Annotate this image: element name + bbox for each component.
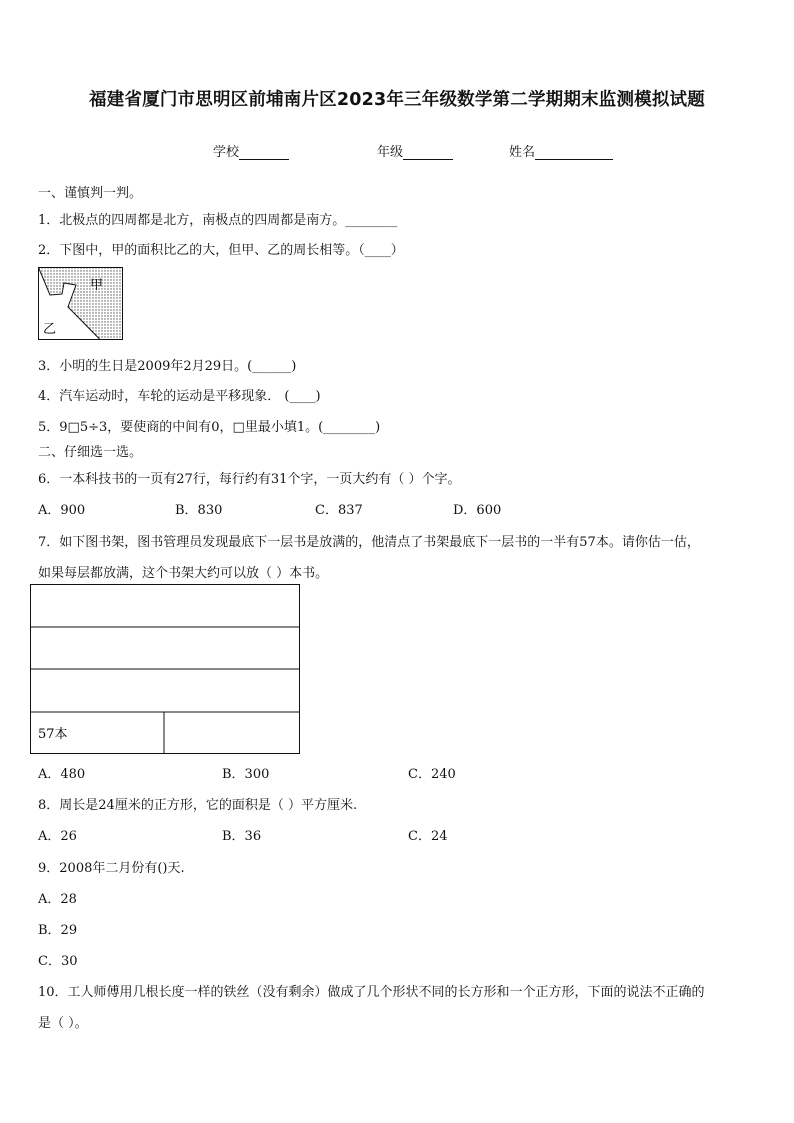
school-field xyxy=(213,141,289,160)
bottom-shelf-label: 57本 xyxy=(38,727,68,742)
question-7-line-2: 如果每层都放满，这个书架大约可以放（ ）本书。 xyxy=(38,566,329,581)
q8-option-c[interactable]: C．24 xyxy=(408,829,448,844)
q7-option-a[interactable]: A．480 xyxy=(38,767,86,782)
name-blank[interactable] xyxy=(535,145,613,160)
question-6: 6．一本科技书的一页有27行，每行约有31个字，一页大约有（ ）个字。 xyxy=(38,472,461,487)
school-blank[interactable] xyxy=(239,145,289,160)
grade-label: 年级 xyxy=(377,145,404,160)
page-title: 福建省厦门市思明区前埔南片区2023年三年级数学第二学期期末监测模拟试题 xyxy=(89,90,705,110)
school-label: 学校 xyxy=(213,145,240,160)
area-perimeter-figure xyxy=(38,267,124,341)
q7-option-b[interactable]: B．300 xyxy=(222,767,270,782)
q6-option-d[interactable]: D．600 xyxy=(453,503,502,518)
question-9: 9．2008年二月份有()天. xyxy=(38,861,185,876)
question-5: 5．9□5÷3，要使商的中间有0，□里最小填1。(________) xyxy=(38,420,381,435)
bookshelf-figure xyxy=(30,584,300,754)
question-3: 3．小明的生日是2009年2月29日。(______) xyxy=(38,359,297,374)
grade-blank[interactable] xyxy=(403,145,453,160)
q8-option-b[interactable]: B．36 xyxy=(222,829,262,844)
q8-option-a[interactable]: A．26 xyxy=(38,829,77,844)
q6-option-a[interactable]: A．900 xyxy=(38,503,86,518)
label-jia: 甲 xyxy=(90,278,104,293)
section-heading-1: 一、谨慎判一判。 xyxy=(38,186,143,201)
q9-option-a[interactable]: A．28 xyxy=(38,892,77,907)
grade-field xyxy=(377,141,453,160)
q6-option-b[interactable]: B．830 xyxy=(175,503,223,518)
section-heading-2: 二、仔细选一选。 xyxy=(38,445,143,460)
question-10-line-2: 是（ ）。 xyxy=(38,1016,88,1031)
question-8: 8．周长是24厘米的正方形，它的面积是（ ）平方厘米. xyxy=(38,798,358,813)
question-1: 1．北极点的四周都是北方，南极点的四周都是南方。________ xyxy=(38,213,398,228)
question-10-line-1: 10．工人师傅用几根长度一样的铁丝（没有剩余）做成了几个形状不同的长方形和一个正方形，下面的说法不正确的 xyxy=(38,985,705,1000)
q9-option-b[interactable]: B．29 xyxy=(38,923,78,938)
name-field xyxy=(509,141,613,160)
q9-option-c[interactable]: C．30 xyxy=(38,954,78,969)
question-7-line-1: 7．如下图书架，图书管理员发现最底下一层书是放满的，他清点了书架最底下一层书的一半有57本。请你估一估， xyxy=(38,535,700,550)
question-2: 2．下图中，甲的面积比乙的大，但甲、乙的周长相等。（____） xyxy=(38,243,404,258)
q6-option-c[interactable]: C．837 xyxy=(315,503,363,518)
label-yi: 乙 xyxy=(43,322,57,337)
question-4: 4．汽车运动时，车轮的运动是平移现象． (____) xyxy=(38,389,321,404)
q7-option-c[interactable]: C．240 xyxy=(408,767,456,782)
name-label: 姓名 xyxy=(509,145,536,160)
